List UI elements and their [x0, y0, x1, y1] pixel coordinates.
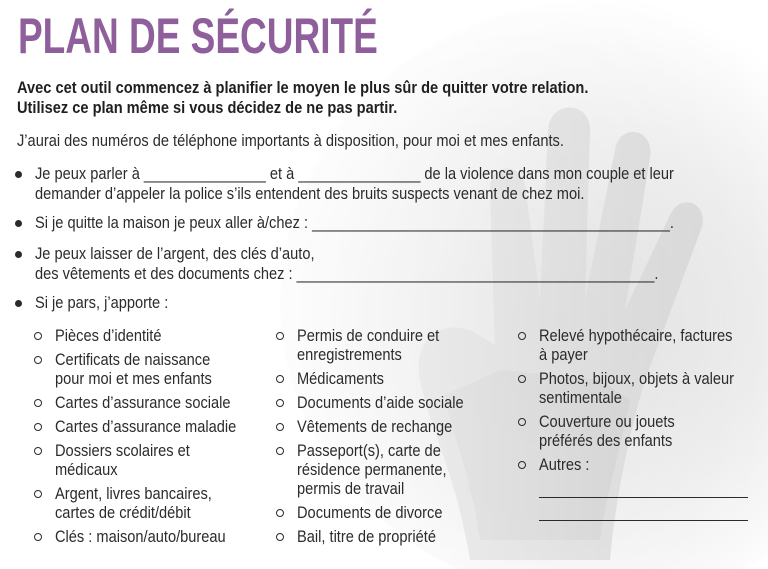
list-item: Certificats de naissance pour moi et mes enfants — [34, 350, 330, 388]
circle-bullet-icon — [276, 423, 284, 431]
bullet-text: Je peux parler à _______________ et à _______________ de la violence dans mon couple et leur — [35, 164, 674, 183]
list-item: Cartes d’assurance maladie — [34, 417, 330, 436]
list-item: Permis de conduire et enregistrements — [276, 326, 572, 364]
circle-bullet-icon — [518, 375, 526, 383]
list-item: Bail, titre de propriété — [276, 527, 572, 546]
bullet-dot — [15, 220, 22, 227]
list-item: Documents de divorce — [276, 503, 572, 522]
list-item: Passeport(s), carte de résidence permanente, permis de travail — [276, 441, 572, 498]
fill-in-line[interactable] — [539, 479, 748, 498]
bullet-text: Si je pars, j’apporte : — [35, 293, 169, 312]
circle-bullet-icon — [276, 399, 284, 407]
circle-bullet-icon — [276, 447, 284, 455]
circle-bullet-icon — [34, 332, 42, 340]
circle-bullet-icon — [276, 332, 284, 340]
bullet-dot — [15, 251, 22, 258]
circle-bullet-icon — [276, 533, 284, 541]
list-item: Cartes d’assurance sociale — [34, 393, 330, 412]
list-item: Médicaments — [276, 369, 572, 388]
list-item: Dossiers scolaires et médicaux — [34, 441, 330, 479]
list-item: Photos, bijoux, objets à valeur sentimentale — [518, 369, 768, 407]
list-item: Relevé hypothécaire, factures à payer — [518, 326, 768, 364]
circle-bullet-icon — [276, 375, 284, 383]
intro — [17, 78, 757, 118]
circle-bullet-icon — [34, 490, 42, 498]
circle-bullet-icon — [34, 399, 42, 407]
circle-bullet-icon — [34, 423, 42, 431]
list-item: Argent, livres bancaires, cartes de crédit/débit — [34, 484, 330, 522]
list-item: Vêtements de rechange — [276, 417, 572, 436]
page-title: PLAN DE SÉCURITÉ — [18, 8, 378, 64]
circle-bullet-icon — [276, 509, 284, 517]
circle-bullet-icon — [518, 461, 526, 469]
bullet-dot — [15, 300, 22, 307]
bullet-text: Je peux laisser de l’argent, des clés d’auto, — [35, 244, 315, 263]
list-item: Pièces d’identité — [34, 326, 330, 345]
list-item: Autres : — [518, 455, 768, 474]
fill-in-line[interactable] — [539, 502, 748, 521]
intro-line-2: Utilisez ce plan même si vous décidez de ne pas partir. — [17, 98, 398, 117]
circle-bullet-icon — [34, 356, 42, 364]
circle-bullet-icon — [34, 447, 42, 455]
list-item: Documents d’aide sociale — [276, 393, 572, 412]
intro-line-1: Avec cet outil commencez à planifier le moyen le plus sûr de quitter votre relation. — [17, 78, 589, 97]
bullet-text: demander d’appeler la police s’ils entendent des bruits suspects venant de chez moi. — [35, 184, 585, 203]
lead-text: J’aurai des numéros de téléphone importants à disposition, pour moi et mes enfants. — [17, 131, 564, 150]
circle-bullet-icon — [34, 533, 42, 541]
bullet-dot — [15, 171, 22, 178]
list-item: Couverture ou jouets préférés des enfants — [518, 412, 768, 450]
circle-bullet-icon — [518, 332, 526, 340]
list-item: Clés : maison/auto/bureau — [34, 527, 330, 546]
circle-bullet-icon — [518, 418, 526, 426]
checklist-column-3 — [518, 326, 768, 521]
bullet-text: Si je quitte la maison je peux aller à/chez : ____________________________________________. — [35, 213, 674, 232]
bullet-text: des vêtements et des documents chez : ____________________________________________. — [35, 264, 659, 283]
